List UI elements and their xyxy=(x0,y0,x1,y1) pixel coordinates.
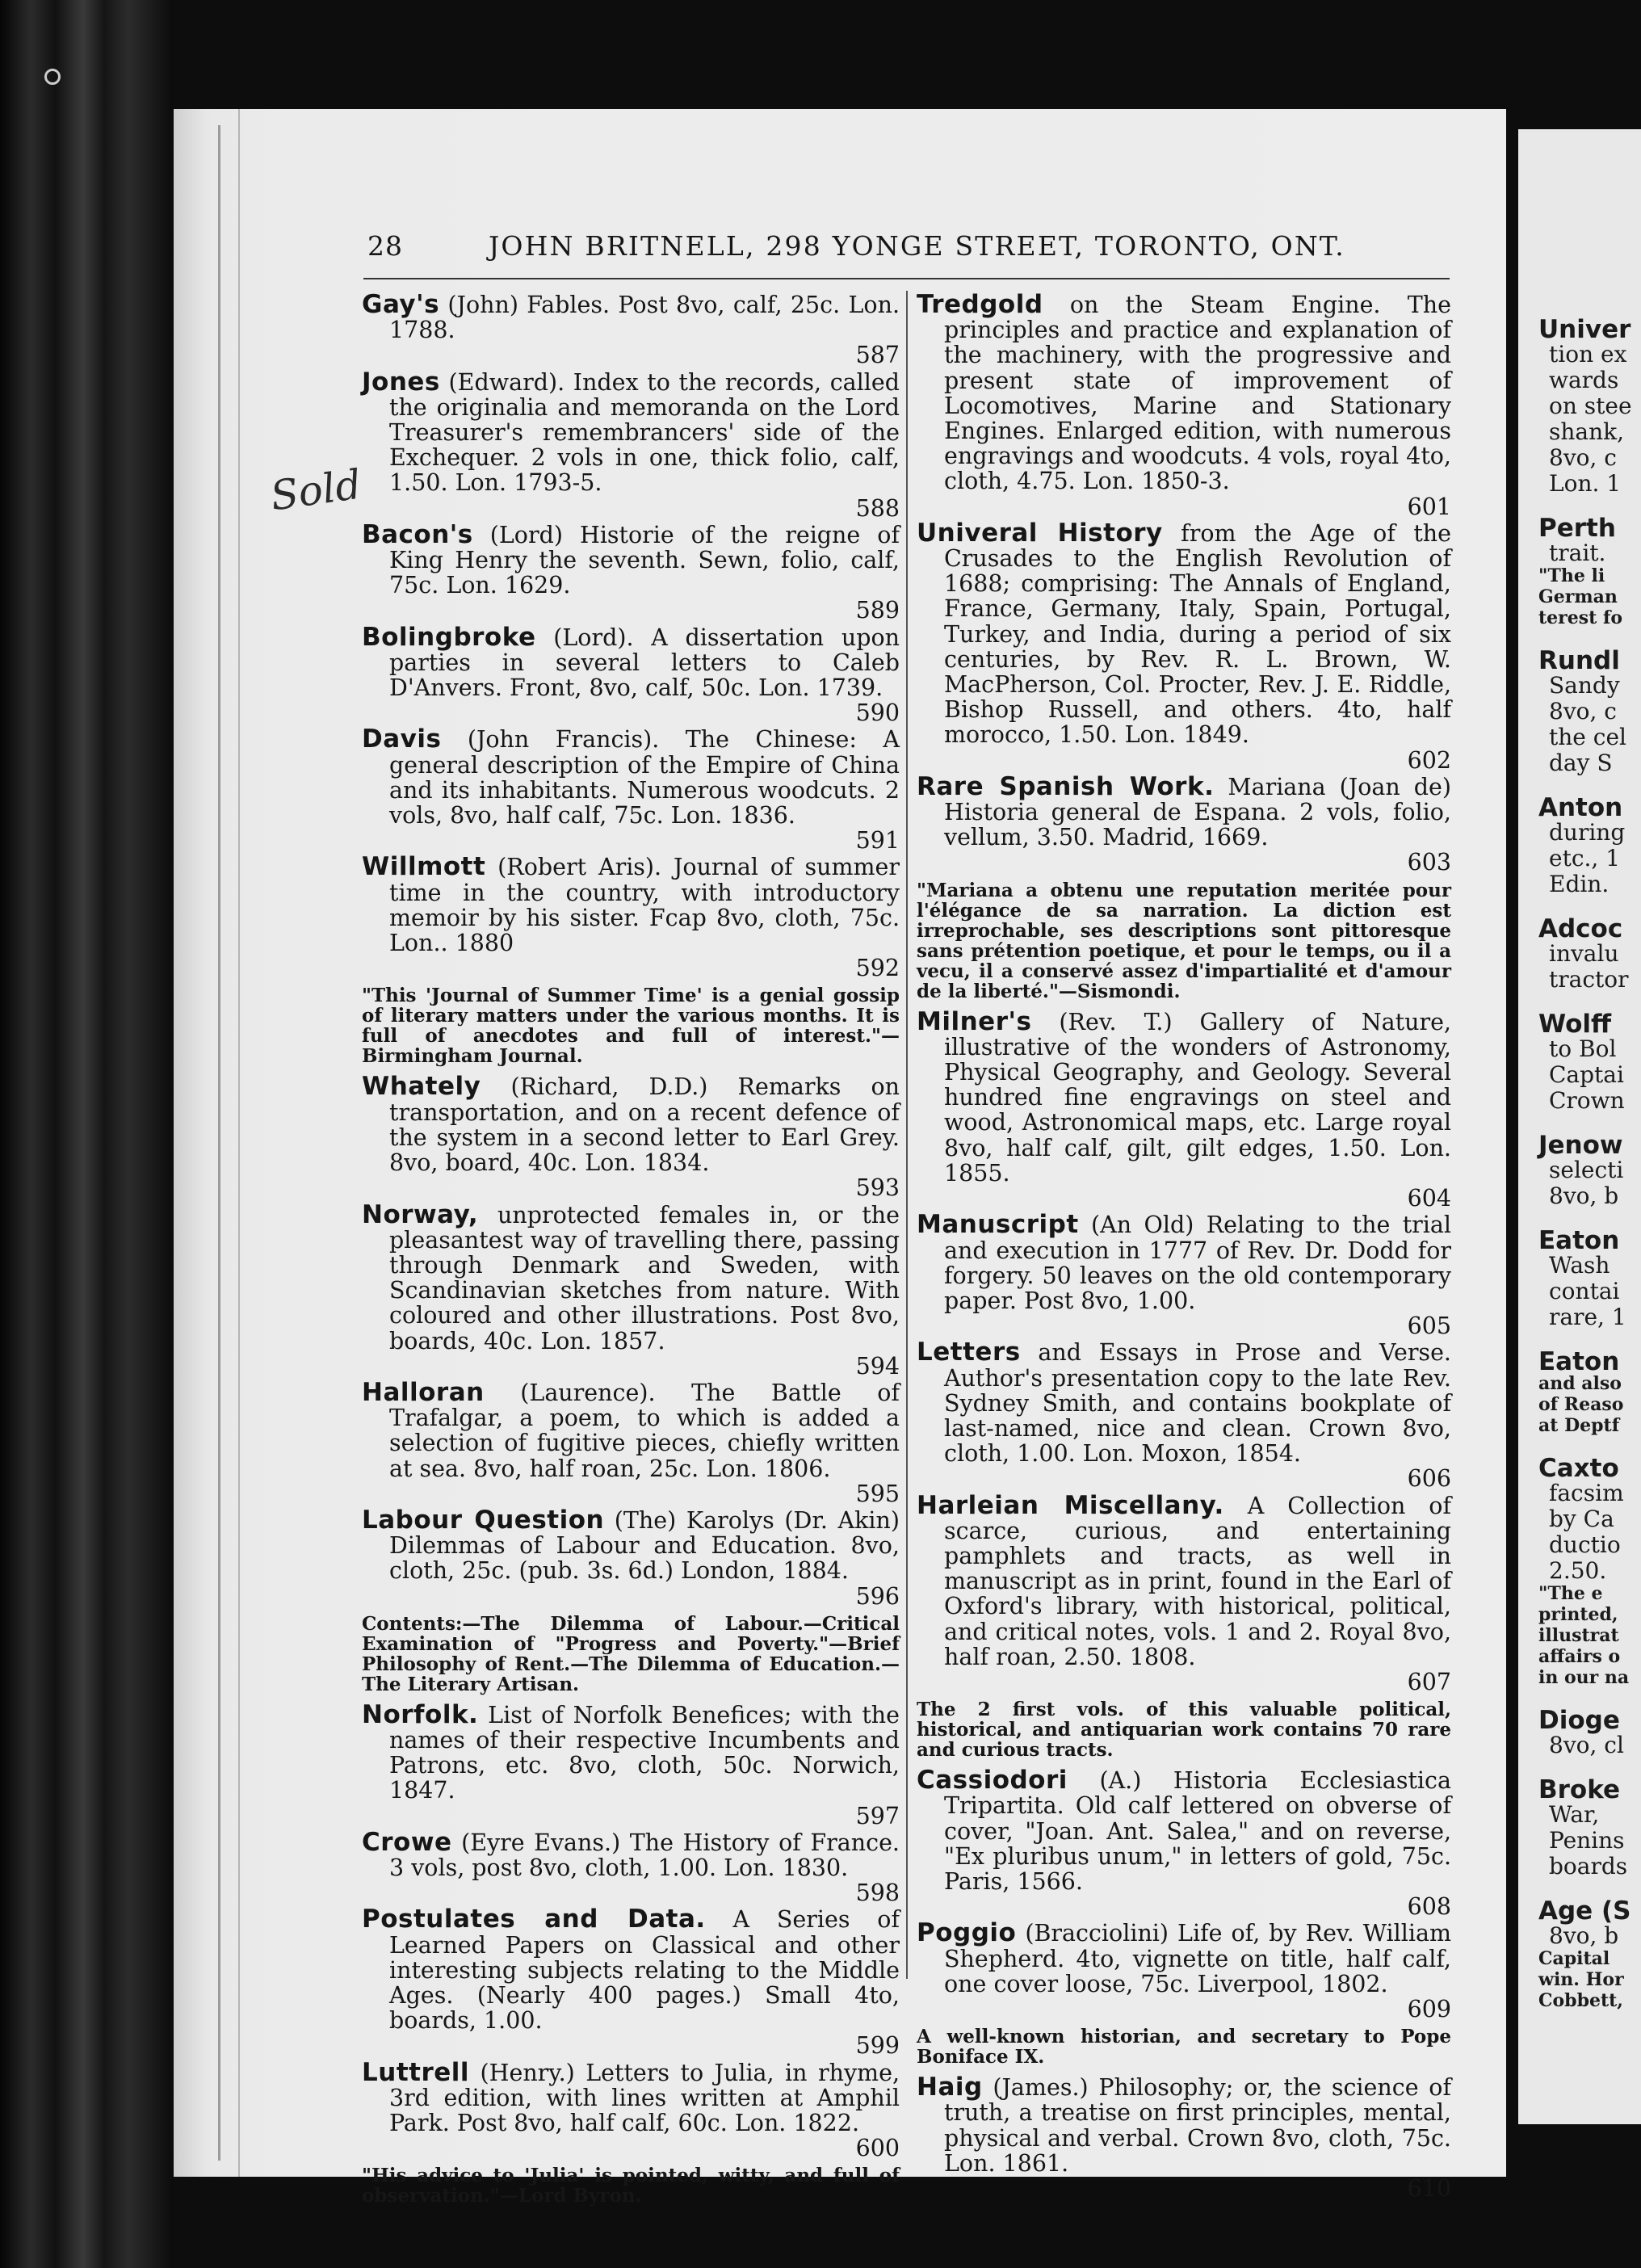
next-page-text-fragment: German xyxy=(1538,586,1618,607)
item-number: 602 xyxy=(1407,746,1451,774)
next-page-text-fragment: boards xyxy=(1549,1853,1628,1880)
entry-headword: Rare Spanish Work. xyxy=(917,771,1215,801)
entry-quote-note: "His advice to 'Julia' is pointed, witty, and full of observation."—Lord Byron. xyxy=(362,2165,900,2207)
page-edge-line xyxy=(218,125,220,2161)
catalogue-entry xyxy=(917,1006,1451,1212)
entry-headword: Poggio xyxy=(917,1918,1017,1948)
entry-text xyxy=(917,771,1451,851)
next-page-text-fragment: illustrat xyxy=(1538,1625,1619,1646)
entry-text xyxy=(362,1699,900,1804)
next-page-text-fragment: ductio xyxy=(1549,1531,1621,1558)
next-page-headword-fragment: Broke xyxy=(1538,1775,1621,1804)
item-number: 589 xyxy=(855,597,900,624)
catalogue-entry xyxy=(917,771,1451,1002)
entry-headword: Harleian Miscellany. xyxy=(917,1490,1224,1520)
entry-description: and Essays in Prose and Verse. Author's presentation copy to the late Rev. Sydney Smith, and contains bookplate of last-named, nice and clean. Crown 8vo, cloth, 1.00. Lon. Moxon, 1854. xyxy=(944,1339,1451,1468)
next-page-text-fragment: Penins xyxy=(1549,1827,1625,1854)
item-number: 595 xyxy=(855,1480,900,1507)
next-page-text-fragment: day S xyxy=(1549,750,1613,776)
entry-headword: Manuscript xyxy=(917,1210,1079,1240)
entry-headword: Univeral History xyxy=(917,518,1163,548)
next-page-sliver xyxy=(1518,129,1641,2124)
entry-headword: Norfolk. xyxy=(362,1699,479,1729)
entry-description: unprotected females in, or the pleasantest way of travelling there, passing through Denmark and Sweden, with Scandinavian sketches from nature. With coloured and other illustrations. Post 8vo, boards, 40c. Lon. 1857. xyxy=(389,1201,900,1354)
catalogue-entry xyxy=(917,518,1451,774)
page-edge-line xyxy=(238,109,240,2177)
next-page-text-fragment: facsim xyxy=(1549,1480,1624,1506)
next-page-text-fragment: Lon. 1 xyxy=(1549,470,1622,497)
next-page-text-fragment: Wash xyxy=(1549,1252,1610,1279)
next-page-text-fragment: 8vo, b xyxy=(1549,1922,1619,1949)
entry-text xyxy=(917,1340,1451,1466)
entry-text xyxy=(362,852,900,957)
entry-quote-note: "This 'Journal of Summer Time' is a genial gossip of literary matters under the various months. It is full of anecdotes and full of interest."—Birmingham Journal. xyxy=(362,985,900,1068)
entry-description: (Lord). A dissertation upon parties in several letters to Caleb D'Anvers. Front, 8vo, calf, 50c. Lon. 1739. xyxy=(389,624,900,702)
book-spine-left xyxy=(0,0,174,2268)
entry-text xyxy=(917,292,1451,494)
catalogue-entry xyxy=(362,1699,900,1829)
entry-description: (Eyre Evans.) The History of France. 3 vols, post 8vo, cloth, 1.00. Lon. 1830. xyxy=(389,1829,900,1881)
item-number: 610 xyxy=(1407,2175,1451,2202)
running-title: JOHN BRITNELL, 298 YONGE STREET, TORONTO, ONT. xyxy=(489,230,1345,262)
entry-headword: Norway, xyxy=(362,1199,479,1229)
entry-headword: Postulates and Data. xyxy=(362,1905,706,1934)
catalogue-entry xyxy=(917,1918,1451,2068)
entry-headword: Whately xyxy=(362,1072,481,1102)
next-page-text-fragment: rare, 1 xyxy=(1549,1304,1626,1330)
left-column xyxy=(362,292,900,2214)
catalogue-entry xyxy=(917,1768,1451,1919)
entry-text xyxy=(362,1377,900,1482)
catalogue-entry xyxy=(362,1074,900,1200)
next-page-text-fragment: etc., 1 xyxy=(1549,845,1621,872)
catalogue-entry xyxy=(362,2057,900,2207)
next-page-text-fragment: printed, xyxy=(1538,1604,1618,1625)
right-column xyxy=(917,292,1451,2203)
entry-headword: Bacon's xyxy=(362,519,473,549)
entry-text xyxy=(362,1827,900,1881)
item-number: 606 xyxy=(1407,1465,1451,1493)
entry-description: (Lord) Historie of the reigne of King Henry the seventh. Sewn, folio, calf, 75c. Lon. 1629. xyxy=(389,521,900,599)
entry-description: List of Norfolk Benefices; with the names of their respective Incumbents and Patrons, etc. 8vo, cloth, 50c. Norwich, 1847. xyxy=(389,1701,900,1804)
next-page-headword-fragment: Eaton xyxy=(1538,1347,1620,1376)
next-page-text-fragment: Capital xyxy=(1538,1948,1610,1969)
entry-description: (A.) Historia Ecclesiastica Tripartita. Old calf lettered on obverse of cover, "Joan. Ant. Salea," and on reverse, "Ex pluribus unum," in letters of gold, 75c. Paris, 1566. xyxy=(944,1767,1451,1895)
next-page-text-fragment: shank, xyxy=(1549,418,1624,445)
next-page-text-fragment: wards xyxy=(1549,367,1619,393)
next-page-headword-fragment: Univer xyxy=(1538,315,1631,344)
next-page-text-fragment: "The li xyxy=(1538,565,1605,586)
page-header xyxy=(367,230,1450,279)
header-rule xyxy=(363,278,1450,279)
entry-description: on the Steam Engine. The principles and practice and explanation of the machinery, with the progressive and present state of improvement of Locomotives, Marine and Stationary Engines. Enlarged edition, with numerous engravings and woodcuts. 4 vols, royal 4to, cloth, 4.75. Lon. 1850-3. xyxy=(944,292,1451,495)
entry-description: (John Francis). The Chinese: A general description of the Empire of China and its inhabitants. Numerous woodcuts. 2 vols, 8vo, half calf, 75c. Lon. 1836. xyxy=(389,726,900,830)
next-page-text-fragment: tion ex xyxy=(1549,341,1627,368)
entry-description: Mariana (Joan de) Historia general de Espana. 2 vols, folio, vellum, 3.50. Madrid, 1669. xyxy=(944,773,1451,851)
item-number: 593 xyxy=(855,1174,900,1202)
next-page-headword-fragment: Eaton xyxy=(1538,1226,1620,1255)
column-divider xyxy=(906,291,908,1979)
next-page-text-fragment: affairs o xyxy=(1538,1646,1621,1667)
next-page-text-fragment: 2.50. xyxy=(1549,1557,1607,1584)
entry-description: A Collection of scarce, curious, and entertaining pamphlets and tracts, as well in manuscript as in print, found in the Earl of Oxford's library, with historical, political, and critical notes, vols. 1 and 2. Royal 8vo, half roan, 2.50. 1808. xyxy=(944,1492,1451,1670)
entry-description: (The) Karolys (Dr. Akin) Dilemmas of Labour and Education. 8vo, cloth, 25c. (pub. 3s. 6d.) London, 1884. xyxy=(389,1506,900,1585)
entry-headword: Crowe xyxy=(362,1827,452,1857)
item-number: 596 xyxy=(855,1582,900,1610)
entry-headword: Bolingbroke xyxy=(362,622,536,652)
entry-description: (Robert Aris). Journal of summer time in the country, with introductory memoir by his sister. Fcap 8vo, cloth, 75c. Lon.. 1880 xyxy=(389,854,900,957)
entry-text xyxy=(917,1768,1451,1894)
item-number: 599 xyxy=(855,2032,900,2060)
catalogue-entry xyxy=(362,622,900,727)
item-number: 600 xyxy=(855,2135,900,2162)
entry-headword: Haig xyxy=(917,2073,983,2102)
next-page-text-fragment: Sandy xyxy=(1549,672,1620,699)
item-number: 604 xyxy=(1407,1185,1451,1212)
entry-text xyxy=(362,2057,900,2136)
catalogue-entry xyxy=(917,1212,1451,1338)
next-page-text-fragment: Edin. xyxy=(1549,871,1610,897)
entry-text xyxy=(917,518,1451,749)
next-page-headword-fragment: Age (S xyxy=(1538,1896,1631,1926)
entry-quote-note: The 2 first vols. of this valuable political, historical, and antiquarian work contains 70 rare and curious tracts. xyxy=(917,1699,1451,1762)
catalogue-entry xyxy=(362,724,900,855)
item-number: 607 xyxy=(1407,1668,1451,1695)
page-number: 28 xyxy=(367,230,403,262)
catalogue-entry xyxy=(917,2075,1451,2201)
next-page-text-fragment: War, xyxy=(1549,1801,1600,1828)
entry-headword: Tredgold xyxy=(917,290,1043,319)
next-page-headword-fragment: Rundl xyxy=(1538,646,1620,675)
entry-text xyxy=(917,1212,1451,1313)
catalogue-entry xyxy=(362,1907,900,2058)
next-page-text-fragment: "The e xyxy=(1538,1583,1603,1604)
entry-description: (Bracciolini) Life of, by Rev. William Shepherd. 4to, vignette on title, half calf, one cover loose, 75c. Liverpool, 1802. xyxy=(944,1920,1451,1997)
next-page-text-fragment: invalu xyxy=(1549,940,1619,967)
next-page-headword-fragment: Perth xyxy=(1538,514,1616,543)
next-page-text-fragment: 8vo, c xyxy=(1549,444,1617,471)
entry-description: (James.) Philosophy; or, the science of truth, a treatise on first principles, mental, physical and verbal. Crown 8vo, cloth, 75c. Lon. 1861. xyxy=(944,2074,1451,2177)
next-page-text-fragment: trait. xyxy=(1549,540,1606,566)
next-page-text-fragment: by Ca xyxy=(1549,1506,1614,1532)
entry-quote-note: A well-known historian, and secretary to Pope Boniface IX. xyxy=(917,2026,1451,2068)
item-number: 587 xyxy=(855,342,900,369)
next-page-text-fragment: on stee xyxy=(1549,393,1632,419)
next-page-headword-fragment: Caxto xyxy=(1538,1454,1619,1483)
entry-description: (Henry.) Letters to Julia, in rhyme, 3rd edition, with lines written at Amphil Park. Post 8vo, half calf, 60c. Lon. 1822. xyxy=(389,2059,900,2136)
handwritten-sold-note: Sold xyxy=(267,460,364,520)
next-page-text-fragment: 8vo, cl xyxy=(1549,1732,1624,1758)
next-page-headword-fragment: Dioge xyxy=(1538,1706,1620,1735)
entry-headword: Jones xyxy=(362,367,440,397)
catalogue-entry xyxy=(917,1490,1451,1762)
item-number: 590 xyxy=(855,699,900,727)
next-page-text-fragment: during xyxy=(1549,819,1626,846)
entry-text xyxy=(917,2075,1451,2176)
item-number: 597 xyxy=(855,1802,900,1829)
item-number: 588 xyxy=(855,494,900,522)
entry-description: (Edward). Index to the records, called the originalia and memoranda on the Lord Treasurer's remembrancers' side of the Exchequer. 2 vols in one, thick folio, calf, 1.50. Lon. 1793-5. xyxy=(389,368,900,497)
entry-text xyxy=(362,1907,900,2033)
next-page-text-fragment: tractor xyxy=(1549,966,1629,993)
entry-text xyxy=(917,1918,1451,1997)
item-number: 603 xyxy=(1407,849,1451,876)
catalogue-entry xyxy=(362,292,900,368)
entry-headword: Willmott xyxy=(362,852,486,882)
catalogue-entry xyxy=(917,292,1451,519)
entry-text xyxy=(917,1490,1451,1670)
entry-quote-note: Contents:—The Dilemma of Labour.—Critical Examination of "Progress and Poverty."—Brief Philosophy of Rent.—The Dilemma of Education.—The Literary Artisan. xyxy=(362,1612,900,1695)
next-page-text-fragment: the cel xyxy=(1549,724,1626,750)
item-number: 591 xyxy=(855,827,900,855)
next-page-text-fragment: at Deptf xyxy=(1538,1415,1620,1436)
entry-text xyxy=(362,1074,900,1175)
entry-quote-note: "Mariana a obtenu une reputation meritée pour l'élégance de sa narration. La diction est irreprochable, ses descriptions sont pittoresque sans prétention poetique, et pour le temps, ou il a vecu, il a conservé assez d'impartialité et d'amour de la liberté."—Sismondi. xyxy=(917,879,1451,1002)
next-page-text-fragment: in our na xyxy=(1538,1667,1630,1688)
entry-headword: Milner's xyxy=(917,1006,1032,1036)
next-page-headword-fragment: Wolff xyxy=(1538,1010,1612,1039)
entry-headword: Labour Question xyxy=(362,1505,605,1535)
entry-text xyxy=(362,1199,900,1354)
next-page-text-fragment: terest fo xyxy=(1538,607,1623,628)
entry-description: (An Old) Relating to the trial and execution in 1777 of Rev. Dr. Dodd for forgery. 50 leaves on the old contemporary paper. Post 8vo, 1.00. xyxy=(944,1212,1451,1314)
next-page-text-fragment: to Bol xyxy=(1549,1035,1617,1062)
next-page-text-fragment: Cobbett, xyxy=(1538,1990,1623,2011)
entry-headword: Halloran xyxy=(362,1377,485,1407)
item-number: 605 xyxy=(1407,1312,1451,1340)
entry-text xyxy=(362,519,900,599)
item-number: 608 xyxy=(1407,1893,1451,1921)
item-number: 601 xyxy=(1407,493,1451,520)
entry-text xyxy=(362,724,900,830)
catalogue-entry xyxy=(362,1377,900,1507)
catalogue-entry xyxy=(362,1199,900,1380)
entry-description: (Richard, D.D.) Remarks on transportation, and on a recent defence of the system in a second letter to Earl Grey. 8vo, board, 40c. Lon. 1834. xyxy=(389,1073,900,1177)
entry-headword: Gay's xyxy=(362,290,440,319)
catalogue-entry xyxy=(362,519,900,624)
catalogue-entry xyxy=(917,1340,1451,1491)
item-number: 598 xyxy=(855,1880,900,1907)
entry-text xyxy=(917,1006,1451,1186)
entry-description: (John) Fables. Post 8vo, calf, 25c. Lon. 1788. xyxy=(389,292,900,344)
next-page-text-fragment: and also xyxy=(1538,1373,1622,1394)
entry-headword: Luttrell xyxy=(362,2057,470,2087)
next-page-text-fragment: Crown xyxy=(1549,1087,1625,1114)
entry-headword: Davis xyxy=(362,724,442,754)
entry-description: A Series of Learned Papers on Classical and other interesting subjects relating to the Middle Ages. (Nearly 400 pages.) Small 4to, boards, 1.00. xyxy=(389,1906,900,2035)
next-page-text-fragment: 8vo, b xyxy=(1549,1182,1619,1209)
next-page-text-fragment: of Reaso xyxy=(1538,1394,1624,1415)
entry-headword: Cassiodori xyxy=(917,1766,1068,1796)
catalogue-entry xyxy=(362,1827,900,1907)
next-page-text-fragment: selecti xyxy=(1549,1157,1624,1183)
entry-description: from the Age of the Crusades to the English Revolution of 1688; comprising: The Annals of England, France, Germany, Italy, Spain, Portugal, Turkey, and India, during a period of six centuries, by Rev. R. L. Brown, W. MacPherson, Col. Procter, Rev. J. E. Riddle, Bishop Russell, and others. 4to, half morocco, 1.50. Lon. 1849. xyxy=(944,519,1451,749)
next-page-text-fragment: Captai xyxy=(1549,1061,1624,1088)
catalogue-entry xyxy=(362,1505,900,1695)
next-page-headword-fragment: Anton xyxy=(1538,793,1623,822)
next-page-headword-fragment: Adcoc xyxy=(1538,914,1623,943)
item-number: 592 xyxy=(855,955,900,982)
next-page-text-fragment: 8vo, c xyxy=(1549,698,1617,724)
catalogue-entry xyxy=(362,852,900,1068)
next-page-headword-fragment: Jenow xyxy=(1538,1131,1623,1160)
catalogue-entry xyxy=(362,367,900,522)
entry-text xyxy=(362,622,900,702)
entry-headword: Letters xyxy=(917,1338,1021,1367)
item-number: 594 xyxy=(855,1352,900,1380)
entry-text xyxy=(362,367,900,497)
entry-description: (Laurence). The Battle of Trafalgar, a poem, to which is added a selection of fugitive pieces, chiefly written at sea. 8vo, half roan, 25c. Lon. 1806. xyxy=(389,1379,900,1482)
entry-text xyxy=(362,292,900,342)
next-page-text-fragment: contai xyxy=(1549,1278,1620,1304)
entry-description: (Rev. T.) Gallery of Nature, illustrative of the wonders of Astronomy, Physical Geography, and Geology. Several hundred fine engravings on steel and wood, Astronomical maps, etc. Large royal 8vo, half calf, gilt, gilt edges, 1.50. Lon. 1855. xyxy=(944,1008,1451,1186)
next-page-text-fragment: win. Hor xyxy=(1538,1969,1624,1990)
item-number: 609 xyxy=(1407,1995,1451,2022)
entry-text xyxy=(362,1505,900,1585)
scan-speck xyxy=(44,69,61,85)
